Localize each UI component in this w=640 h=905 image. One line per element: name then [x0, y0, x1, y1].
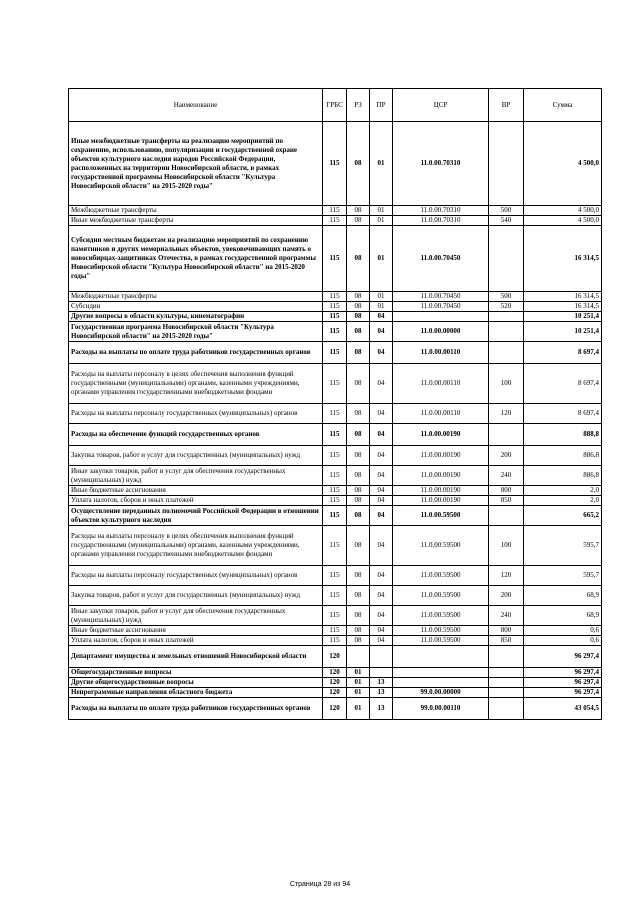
cell-csr: 11.0.00.59500	[393, 626, 489, 636]
cell-grbs: 115	[323, 216, 347, 226]
cell-vr	[489, 688, 524, 698]
cell-vr: 240	[489, 606, 524, 626]
table-row	[69, 586, 602, 606]
table-row	[69, 206, 602, 216]
cell-name: Общегосударственные вопросы	[69, 668, 323, 678]
table-row	[69, 646, 602, 668]
cell-rz: 08	[347, 626, 370, 636]
cell-sum: 96 297,4	[524, 646, 602, 668]
cell-grbs: 115	[323, 466, 347, 486]
cell-pr: 04	[370, 626, 393, 636]
cell-pr: 04	[370, 636, 393, 646]
cell-grbs: 115	[323, 312, 347, 322]
cell-vr	[489, 698, 524, 720]
cell-grbs: 115	[323, 496, 347, 506]
budget-table	[68, 88, 602, 720]
cell-grbs: 115	[323, 486, 347, 496]
cell-pr: 04	[370, 496, 393, 506]
cell-csr	[393, 668, 489, 678]
cell-csr: 11.0.00.59500	[393, 506, 489, 526]
cell-csr: 11.0.00.00110	[393, 404, 489, 424]
cell-rz: 08	[347, 322, 370, 342]
cell-vr	[489, 322, 524, 342]
cell-grbs: 115	[323, 446, 347, 466]
cell-name: Иные бюджетные ассигнования	[69, 626, 323, 636]
cell-grbs: 115	[323, 342, 347, 364]
cell-grbs: 115	[323, 626, 347, 636]
table-row	[69, 312, 602, 322]
table-row	[69, 486, 602, 496]
cell-name: Департамент имущества и земельных отношений Новосибирской области	[69, 646, 323, 668]
cell-name: Расходы на выплаты по оплате труда работников государственных органов	[69, 698, 323, 720]
cell-sum: 8 697,4	[524, 364, 602, 404]
cell-rz: 01	[347, 678, 370, 688]
cell-pr: 04	[370, 424, 393, 446]
cell-sum: 595,7	[524, 566, 602, 586]
cell-pr	[370, 668, 393, 678]
cell-rz: 08	[347, 364, 370, 404]
table-row	[69, 424, 602, 446]
cell-rz: 08	[347, 446, 370, 466]
cell-vr: 500	[489, 292, 524, 302]
cell-vr: 850	[489, 636, 524, 646]
cell-csr: 11.0.00.00190	[393, 466, 489, 486]
cell-vr	[489, 342, 524, 364]
cell-grbs: 115	[323, 206, 347, 216]
table-row	[69, 364, 602, 404]
cell-grbs: 115	[323, 122, 347, 206]
cell-rz: 08	[347, 424, 370, 446]
cell-rz: 08	[347, 506, 370, 526]
cell-sum: 96 297,4	[524, 668, 602, 678]
cell-sum: 96 297,4	[524, 688, 602, 698]
cell-csr: 11.0.00.59500	[393, 566, 489, 586]
cell-sum: 2,0	[524, 486, 602, 496]
cell-csr: 11.0.00.00190	[393, 424, 489, 446]
cell-grbs: 120	[323, 646, 347, 668]
cell-name: Иные бюджетные ассигнования	[69, 486, 323, 496]
table-row	[69, 526, 602, 566]
cell-rz: 08	[347, 586, 370, 606]
cell-rz: 01	[347, 668, 370, 678]
cell-csr: 11.0.00.59500	[393, 606, 489, 626]
cell-vr	[489, 424, 524, 446]
cell-pr: 04	[370, 364, 393, 404]
cell-pr: 04	[370, 606, 393, 626]
cell-name: Иные межбюджетные трансферты на реализацию мероприятий по сохранению, использованию, популяризации и государственной охране объектов культурного наследия народов Российской Федерации, расположенных на территории Новосибирской области, в рамках государственной программы Новосибирской области "Культура Новосибирской области" на 2015-2020 годы"	[69, 122, 323, 206]
cell-name: Непрограммные направления областного бюджета	[69, 688, 323, 698]
cell-rz: 08	[347, 292, 370, 302]
cell-name: Расходы на выплаты персоналу в целях обеспечения выполнения функций государственными (муниципальными) органами, казенными учреждениями, органами управления государственными внебюджетными фондами	[69, 526, 323, 566]
cell-vr: 240	[489, 466, 524, 486]
cell-name: Иные закупки товаров, работ и услуг для обеспечения государственных (муниципальных) нужд	[69, 606, 323, 626]
cell-csr: 11.0.00.70450	[393, 292, 489, 302]
cell-sum: 68,9	[524, 586, 602, 606]
cell-pr: 04	[370, 342, 393, 364]
cell-sum: 0,6	[524, 636, 602, 646]
cell-pr: 04	[370, 526, 393, 566]
cell-rz: 08	[347, 216, 370, 226]
cell-vr: 800	[489, 486, 524, 496]
cell-grbs: 115	[323, 586, 347, 606]
cell-vr	[489, 122, 524, 206]
cell-vr: 100	[489, 526, 524, 566]
cell-csr: 99.0.00.00000	[393, 688, 489, 698]
cell-name: Расходы на выплаты персоналу в целях обеспечения выполнения функций государственными (муниципальными) органами, казенными учреждениями, органами управления государственными внебюджетными фондами	[69, 364, 323, 404]
column-header-grbs: ГРБС	[323, 89, 347, 122]
cell-grbs: 115	[323, 424, 347, 446]
cell-rz: 08	[347, 226, 370, 292]
table-row	[69, 678, 602, 688]
cell-sum: 665,2	[524, 506, 602, 526]
cell-name: Другие вопросы в области культуры, кинематографии	[69, 312, 323, 322]
cell-vr	[489, 678, 524, 688]
cell-pr: 04	[370, 486, 393, 496]
cell-sum: 8 697,4	[524, 342, 602, 364]
table-row	[69, 292, 602, 302]
cell-grbs: 115	[323, 292, 347, 302]
cell-sum: 2,0	[524, 496, 602, 506]
cell-csr: 11.0.00.70310	[393, 122, 489, 206]
cell-vr: 800	[489, 626, 524, 636]
table-row	[69, 404, 602, 424]
cell-rz: 08	[347, 342, 370, 364]
cell-vr	[489, 668, 524, 678]
cell-name: Осуществление переданных полномочий Российской Федерации в отношении объектов культурного наследия	[69, 506, 323, 526]
cell-sum: 888,8	[524, 424, 602, 446]
cell-sum: 68,9	[524, 606, 602, 626]
cell-pr: 04	[370, 404, 393, 424]
cell-pr: 13	[370, 688, 393, 698]
cell-vr	[489, 226, 524, 292]
cell-name: Расходы на выплаты по оплате труда работников государственных органов	[69, 342, 323, 364]
cell-grbs: 115	[323, 506, 347, 526]
cell-name: Расходы на обеспечение функций государственных органов	[69, 424, 323, 446]
cell-rz: 01	[347, 698, 370, 720]
cell-pr: 04	[370, 446, 393, 466]
cell-grbs: 115	[323, 302, 347, 312]
cell-rz: 08	[347, 122, 370, 206]
cell-name: Другие общегосударственные вопросы	[69, 678, 323, 688]
cell-vr	[489, 646, 524, 668]
cell-rz: 08	[347, 206, 370, 216]
cell-csr: 11.0.00.59500	[393, 526, 489, 566]
cell-rz: 08	[347, 466, 370, 486]
cell-vr: 100	[489, 364, 524, 404]
table-row	[69, 698, 602, 720]
cell-grbs: 115	[323, 404, 347, 424]
cell-sum: 4 500,0	[524, 216, 602, 226]
cell-csr: 11.0.00.00110	[393, 364, 489, 404]
cell-rz: 08	[347, 312, 370, 322]
cell-vr: 120	[489, 404, 524, 424]
cell-rz: 01	[347, 688, 370, 698]
cell-pr: 01	[370, 226, 393, 292]
cell-sum: 10 251,4	[524, 312, 602, 322]
cell-rz: 08	[347, 496, 370, 506]
cell-csr	[393, 678, 489, 688]
cell-sum: 0,6	[524, 626, 602, 636]
cell-sum: 595,7	[524, 526, 602, 566]
table-row	[69, 496, 602, 506]
cell-pr: 04	[370, 586, 393, 606]
column-header-pr: ПР	[370, 89, 393, 122]
cell-csr: 11.0.00.59500	[393, 586, 489, 606]
cell-csr: 11.0.00.59500	[393, 636, 489, 646]
cell-rz: 08	[347, 486, 370, 496]
table-row	[69, 506, 602, 526]
cell-pr: 01	[370, 206, 393, 216]
cell-grbs: 115	[323, 606, 347, 626]
cell-csr: 11.0.00.70450	[393, 226, 489, 292]
cell-sum: 886,8	[524, 466, 602, 486]
cell-vr: 200	[489, 586, 524, 606]
cell-vr: 850	[489, 496, 524, 506]
cell-rz: 08	[347, 566, 370, 586]
cell-csr: 11.0.00.00190	[393, 446, 489, 466]
cell-name: Расходы на выплаты персоналу государственных (муниципальных) органов	[69, 404, 323, 424]
cell-csr: 11.0.00.70450	[393, 302, 489, 312]
column-header-name: Наименование	[69, 89, 323, 122]
cell-csr: 11.0.00.00000	[393, 322, 489, 342]
cell-pr: 13	[370, 698, 393, 720]
cell-pr: 04	[370, 566, 393, 586]
cell-sum: 16 314,5	[524, 226, 602, 292]
cell-vr	[489, 312, 524, 322]
cell-name: Субсидии	[69, 302, 323, 312]
cell-grbs: 115	[323, 526, 347, 566]
table-row	[69, 566, 602, 586]
cell-grbs: 115	[323, 322, 347, 342]
table-row	[69, 302, 602, 312]
cell-csr	[393, 312, 489, 322]
table-row	[69, 626, 602, 636]
cell-vr: 120	[489, 566, 524, 586]
cell-sum: 4 500,0	[524, 122, 602, 206]
table-row	[69, 668, 602, 678]
cell-grbs: 115	[323, 226, 347, 292]
table-row	[69, 606, 602, 626]
column-header-vr: ВР	[489, 89, 524, 122]
cell-pr: 04	[370, 466, 393, 486]
cell-rz: 08	[347, 302, 370, 312]
table-row	[69, 122, 602, 206]
table-row	[69, 446, 602, 466]
cell-csr	[393, 646, 489, 668]
cell-pr: 01	[370, 122, 393, 206]
table-row	[69, 466, 602, 486]
cell-pr: 04	[370, 506, 393, 526]
cell-csr: 11.0.00.70310	[393, 216, 489, 226]
cell-sum: 16 314,5	[524, 302, 602, 312]
cell-grbs: 115	[323, 636, 347, 646]
cell-grbs: 120	[323, 678, 347, 688]
cell-grbs: 120	[323, 688, 347, 698]
table-header-row	[69, 89, 602, 122]
cell-name: Иные закупки товаров, работ и услуг для обеспечения государственных (муниципальных) нужд	[69, 466, 323, 486]
table-body	[69, 122, 602, 720]
cell-rz: 08	[347, 636, 370, 646]
cell-pr: 01	[370, 302, 393, 312]
cell-name: Государственная программа Новосибирской области "Культура Новосибирской области" на 2015-2020 годы"	[69, 322, 323, 342]
cell-sum: 886,8	[524, 446, 602, 466]
cell-name: Субсидии местным бюджетам на реализацию мероприятий по сохранению памятников и других мемориальных объектов, увековечивающих память о новосибирцах-защитниках Отечества, в рамках государственной программы Новосибирской области "Культура Новосибирской области" на 2015-2020 годы"	[69, 226, 323, 292]
cell-sum: 96 297,4	[524, 678, 602, 688]
cell-pr	[370, 646, 393, 668]
column-header-rz: РЗ	[347, 89, 370, 122]
cell-pr: 04	[370, 322, 393, 342]
cell-rz: 08	[347, 526, 370, 566]
cell-name: Закупка товаров, работ и услуг для государственных (муниципальных) нужд	[69, 446, 323, 466]
cell-name: Иные межбюджетные трансферты	[69, 216, 323, 226]
cell-sum: 43 054,5	[524, 698, 602, 720]
cell-csr: 11.0.00.00190	[393, 486, 489, 496]
cell-csr: 11.0.00.00190	[393, 496, 489, 506]
cell-pr: 13	[370, 678, 393, 688]
table-row	[69, 636, 602, 646]
cell-pr: 04	[370, 312, 393, 322]
cell-sum: 10 251,4	[524, 322, 602, 342]
page-number: Страница 28 из 94	[289, 881, 351, 888]
table-row	[69, 342, 602, 364]
cell-pr: 01	[370, 292, 393, 302]
cell-rz	[347, 646, 370, 668]
cell-vr: 200	[489, 446, 524, 466]
cell-vr	[489, 506, 524, 526]
cell-grbs: 115	[323, 364, 347, 404]
cell-vr: 500	[489, 206, 524, 216]
cell-name: Уплата налогов, сборов и иных платежей	[69, 496, 323, 506]
column-header-csr: ЦСР	[393, 89, 489, 122]
cell-vr: 540	[489, 216, 524, 226]
cell-grbs: 120	[323, 668, 347, 678]
cell-name: Закупка товаров, работ и услуг для государственных (муниципальных) нужд	[69, 586, 323, 606]
table-row	[69, 322, 602, 342]
cell-rz: 08	[347, 606, 370, 626]
table-row	[69, 226, 602, 292]
cell-csr: 11.0.00.70310	[393, 206, 489, 216]
cell-sum: 16 314,5	[524, 292, 602, 302]
column-header-sum: Сумма	[524, 89, 602, 122]
cell-sum: 4 500,0	[524, 206, 602, 216]
cell-rz: 08	[347, 404, 370, 424]
table-row	[69, 216, 602, 226]
cell-csr: 11.0.00.00110	[393, 342, 489, 364]
cell-pr: 01	[370, 216, 393, 226]
cell-name: Расходы на выплаты персоналу государственных (муниципальных) органов	[69, 566, 323, 586]
cell-name: Уплата налогов, сборов и иных платежей	[69, 636, 323, 646]
cell-name: Межбюджетные трансферты	[69, 206, 323, 216]
cell-sum: 8 697,4	[524, 404, 602, 424]
cell-csr: 99.0.00.00110	[393, 698, 489, 720]
cell-name: Межбюджетные трансферты	[69, 292, 323, 302]
cell-grbs: 115	[323, 566, 347, 586]
table-row	[69, 688, 602, 698]
cell-grbs: 120	[323, 698, 347, 720]
cell-vr: 520	[489, 302, 524, 312]
